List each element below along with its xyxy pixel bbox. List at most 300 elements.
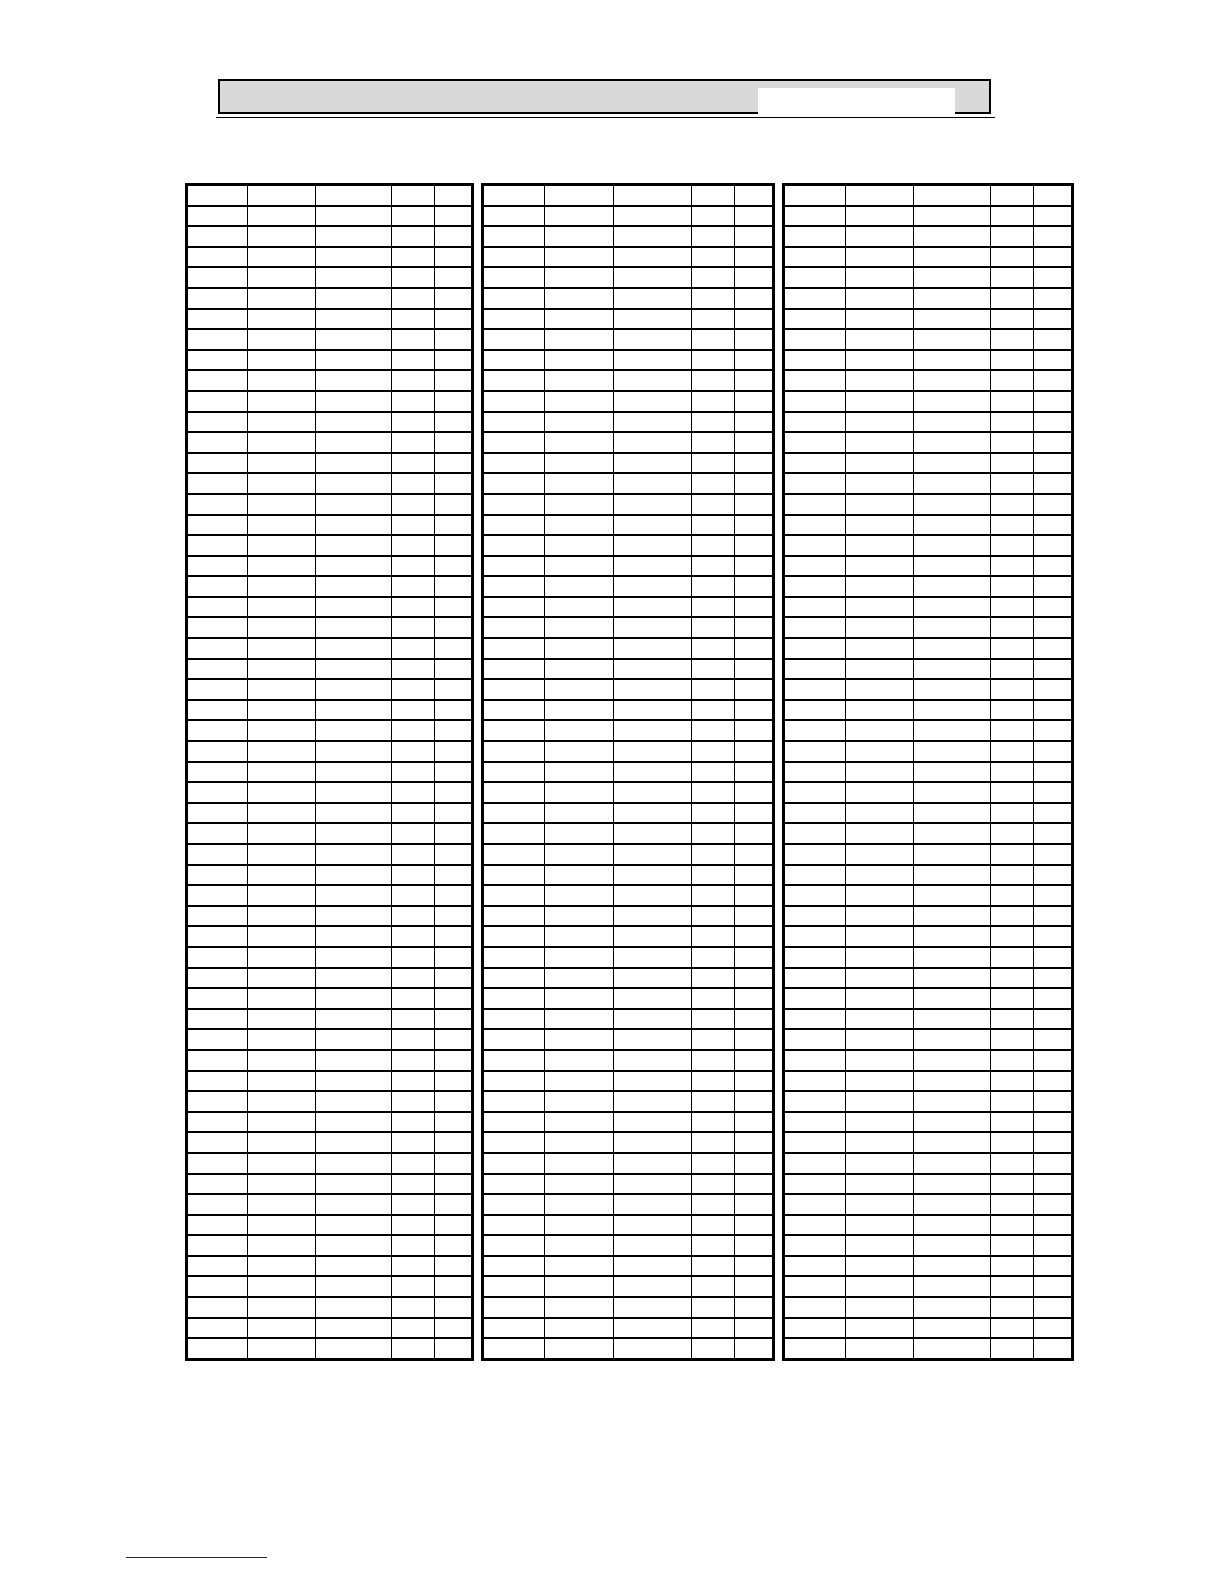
table-cell[interactable] [991,370,1034,391]
table-cell[interactable] [785,186,845,206]
table-cell[interactable] [188,679,247,700]
table-cell[interactable] [914,226,991,247]
table-cell[interactable] [484,865,544,886]
table-cell[interactable] [785,473,845,494]
table-cell[interactable] [1034,823,1071,844]
table-cell[interactable] [544,947,613,968]
table-cell[interactable] [991,803,1034,824]
table-cell[interactable] [614,762,692,783]
table-cell[interactable] [735,206,772,227]
table-cell[interactable] [845,247,914,268]
table-cell[interactable] [392,865,434,886]
table-cell[interactable] [785,226,845,247]
table-cell[interactable] [914,700,991,721]
table-cell[interactable] [315,1091,391,1112]
table-cell[interactable] [991,741,1034,762]
table-cell[interactable] [845,1029,914,1050]
table-cell[interactable] [484,988,544,1009]
table-cell[interactable] [247,947,315,968]
table-cell[interactable] [914,947,991,968]
table-cell[interactable] [691,494,734,515]
table-cell[interactable] [544,247,613,268]
table-cell[interactable] [544,679,613,700]
table-cell[interactable] [392,515,434,536]
table-cell[interactable] [845,535,914,556]
table-cell[interactable] [484,1132,544,1153]
table-cell[interactable] [392,576,434,597]
table-cell[interactable] [188,1050,247,1071]
table-cell[interactable] [434,473,471,494]
table-cell[interactable] [914,432,991,453]
table-cell[interactable] [392,1009,434,1030]
table-cell[interactable] [434,329,471,350]
table-cell[interactable] [845,885,914,906]
table-cell[interactable] [614,226,692,247]
table-cell[interactable] [544,988,613,1009]
table-cell[interactable] [785,988,845,1009]
table-cell[interactable] [544,1091,613,1112]
table-cell[interactable] [991,1029,1034,1050]
table-cell[interactable] [315,700,391,721]
table-cell[interactable] [484,679,544,700]
table-cell[interactable] [785,926,845,947]
table-cell[interactable] [845,1235,914,1256]
table-cell[interactable] [614,473,692,494]
table-cell[interactable] [845,1112,914,1133]
table-cell[interactable] [991,885,1034,906]
table-cell[interactable] [315,1050,391,1071]
table-cell[interactable] [991,617,1034,638]
table-cell[interactable] [392,926,434,947]
table-cell[interactable] [315,206,391,227]
table-cell[interactable] [484,1071,544,1092]
table-cell[interactable] [188,659,247,680]
table-cell[interactable] [392,1194,434,1215]
table-cell[interactable] [434,1071,471,1092]
table-cell[interactable] [735,782,772,803]
table-cell[interactable] [991,679,1034,700]
table-cell[interactable] [691,823,734,844]
table-cell[interactable] [188,720,247,741]
table-cell[interactable] [484,947,544,968]
table-cell[interactable] [188,617,247,638]
table-cell[interactable] [434,720,471,741]
table-cell[interactable] [785,1256,845,1277]
table-cell[interactable] [247,782,315,803]
table-cell[interactable] [188,823,247,844]
table-cell[interactable] [315,226,391,247]
table-cell[interactable] [188,350,247,371]
table-cell[interactable] [735,576,772,597]
table-cell[interactable] [785,350,845,371]
table-cell[interactable] [614,1091,692,1112]
table-cell[interactable] [188,432,247,453]
table-cell[interactable] [434,453,471,474]
table-cell[interactable] [247,1091,315,1112]
table-cell[interactable] [247,412,315,433]
table-cell[interactable] [691,1318,734,1339]
table-cell[interactable] [1034,494,1071,515]
table-cell[interactable] [315,1338,391,1358]
table-cell[interactable] [991,412,1034,433]
table-cell[interactable] [1034,1050,1071,1071]
table-cell[interactable] [434,226,471,247]
table-cell[interactable] [845,206,914,227]
table-cell[interactable] [484,535,544,556]
table-cell[interactable] [484,473,544,494]
table-cell[interactable] [544,1050,613,1071]
table-cell[interactable] [691,1297,734,1318]
table-cell[interactable] [315,186,391,206]
table-cell[interactable] [392,556,434,577]
table-cell[interactable] [1034,1091,1071,1112]
table-cell[interactable] [845,288,914,309]
table-cell[interactable] [735,1009,772,1030]
table-cell[interactable] [544,226,613,247]
table-cell[interactable] [785,1132,845,1153]
table-cell[interactable] [691,1050,734,1071]
table-cell[interactable] [991,638,1034,659]
table-cell[interactable] [785,844,845,865]
table-cell[interactable] [188,576,247,597]
table-cell[interactable] [544,329,613,350]
table-cell[interactable] [315,865,391,886]
table-cell[interactable] [315,1112,391,1133]
table-cell[interactable] [735,1235,772,1256]
table-cell[interactable] [434,556,471,577]
table-cell[interactable] [614,803,692,824]
table-cell[interactable] [785,432,845,453]
table-cell[interactable] [544,206,613,227]
table-cell[interactable] [434,1091,471,1112]
table-cell[interactable] [392,206,434,227]
table-cell[interactable] [914,782,991,803]
table-cell[interactable] [845,782,914,803]
table-cell[interactable] [315,906,391,927]
table-cell[interactable] [247,679,315,700]
table-cell[interactable] [247,720,315,741]
table-cell[interactable] [785,370,845,391]
table-cell[interactable] [845,391,914,412]
table-cell[interactable] [914,968,991,989]
table-cell[interactable] [484,226,544,247]
table-cell[interactable] [392,267,434,288]
table-cell[interactable] [392,186,434,206]
table-cell[interactable] [914,1174,991,1195]
table-cell[interactable] [315,926,391,947]
table-cell[interactable] [914,659,991,680]
table-cell[interactable] [434,391,471,412]
table-cell[interactable] [991,1091,1034,1112]
table-cell[interactable] [914,267,991,288]
table-cell[interactable] [544,515,613,536]
table-cell[interactable] [845,309,914,330]
table-cell[interactable] [691,1174,734,1195]
table-cell[interactable] [544,617,613,638]
table-cell[interactable] [544,432,613,453]
table-cell[interactable] [691,535,734,556]
table-cell[interactable] [614,720,692,741]
table-cell[interactable] [1034,741,1071,762]
table-cell[interactable] [315,1318,391,1339]
table-cell[interactable] [691,1132,734,1153]
table-cell[interactable] [614,926,692,947]
table-cell[interactable] [544,762,613,783]
table-cell[interactable] [914,350,991,371]
table-cell[interactable] [691,803,734,824]
table-cell[interactable] [392,1112,434,1133]
table-cell[interactable] [544,1318,613,1339]
table-cell[interactable] [392,906,434,927]
table-cell[interactable] [1034,535,1071,556]
table-cell[interactable] [914,679,991,700]
table-cell[interactable] [735,865,772,886]
table-cell[interactable] [188,968,247,989]
table-cell[interactable] [614,1174,692,1195]
table-cell[interactable] [315,741,391,762]
table-cell[interactable] [845,1297,914,1318]
table-cell[interactable] [991,1276,1034,1297]
table-cell[interactable] [434,700,471,721]
table-cell[interactable] [247,1029,315,1050]
table-cell[interactable] [315,309,391,330]
table-cell[interactable] [392,659,434,680]
table-cell[interactable] [845,226,914,247]
table-cell[interactable] [845,453,914,474]
table-cell[interactable] [434,206,471,227]
table-cell[interactable] [247,1297,315,1318]
table-cell[interactable] [691,1256,734,1277]
table-cell[interactable] [484,1153,544,1174]
table-cell[interactable] [188,494,247,515]
table-cell[interactable] [315,947,391,968]
table-cell[interactable] [392,885,434,906]
table-cell[interactable] [691,226,734,247]
table-cell[interactable] [691,556,734,577]
table-cell[interactable] [434,988,471,1009]
table-cell[interactable] [247,535,315,556]
table-cell[interactable] [785,1338,845,1358]
table-cell[interactable] [914,1256,991,1277]
table-cell[interactable] [484,1276,544,1297]
table-cell[interactable] [914,720,991,741]
table-cell[interactable] [614,1256,692,1277]
table-cell[interactable] [914,370,991,391]
table-cell[interactable] [392,473,434,494]
table-cell[interactable] [691,1235,734,1256]
table-cell[interactable] [914,1318,991,1339]
table-cell[interactable] [914,206,991,227]
table-cell[interactable] [691,1071,734,1092]
table-cell[interactable] [434,659,471,680]
table-cell[interactable] [991,1256,1034,1277]
table-cell[interactable] [247,885,315,906]
table-cell[interactable] [691,247,734,268]
table-cell[interactable] [392,1091,434,1112]
table-cell[interactable] [1034,515,1071,536]
table-cell[interactable] [914,1071,991,1092]
table-cell[interactable] [544,803,613,824]
table-cell[interactable] [484,1174,544,1195]
table-cell[interactable] [691,1153,734,1174]
table-cell[interactable] [1034,473,1071,494]
table-cell[interactable] [914,1194,991,1215]
table-cell[interactable] [914,1276,991,1297]
table-cell[interactable] [188,1276,247,1297]
table-cell[interactable] [914,309,991,330]
table-cell[interactable] [544,1009,613,1030]
table-cell[interactable] [247,1174,315,1195]
table-cell[interactable] [914,1235,991,1256]
table-cell[interactable] [914,329,991,350]
table-cell[interactable] [544,1276,613,1297]
table-cell[interactable] [484,1256,544,1277]
table-cell[interactable] [735,1091,772,1112]
table-cell[interactable] [484,453,544,474]
table-cell[interactable] [1034,1215,1071,1236]
table-cell[interactable] [914,535,991,556]
table-cell[interactable] [735,885,772,906]
table-cell[interactable] [544,535,613,556]
table-cell[interactable] [735,823,772,844]
table-cell[interactable] [735,186,772,206]
table-cell[interactable] [991,1132,1034,1153]
table-cell[interactable] [735,617,772,638]
table-cell[interactable] [434,638,471,659]
table-cell[interactable] [735,1132,772,1153]
table-cell[interactable] [991,309,1034,330]
table-cell[interactable] [991,762,1034,783]
table-cell[interactable] [315,453,391,474]
table-cell[interactable] [914,741,991,762]
table-cell[interactable] [434,267,471,288]
table-cell[interactable] [914,803,991,824]
table-cell[interactable] [434,926,471,947]
table-cell[interactable] [315,638,391,659]
table-cell[interactable] [188,1338,247,1358]
table-cell[interactable] [315,515,391,536]
table-cell[interactable] [434,1235,471,1256]
table-cell[interactable] [434,350,471,371]
table-cell[interactable] [544,782,613,803]
table-cell[interactable] [735,432,772,453]
table-cell[interactable] [484,1318,544,1339]
table-cell[interactable] [392,1071,434,1092]
table-cell[interactable] [544,309,613,330]
table-cell[interactable] [785,391,845,412]
table-cell[interactable] [691,412,734,433]
table-cell[interactable] [484,1235,544,1256]
table-cell[interactable] [691,1009,734,1030]
table-cell[interactable] [484,1215,544,1236]
table-cell[interactable] [1034,1009,1071,1030]
table-cell[interactable] [991,1174,1034,1195]
table-cell[interactable] [1034,329,1071,350]
table-cell[interactable] [614,247,692,268]
table-cell[interactable] [914,412,991,433]
table-cell[interactable] [484,267,544,288]
table-cell[interactable] [434,309,471,330]
table-cell[interactable] [785,617,845,638]
table-cell[interactable] [691,267,734,288]
table-cell[interactable] [247,762,315,783]
table-cell[interactable] [845,267,914,288]
table-cell[interactable] [845,329,914,350]
table-cell[interactable] [392,823,434,844]
table-cell[interactable] [914,391,991,412]
table-cell[interactable] [392,988,434,1009]
table-cell[interactable] [845,186,914,206]
table-cell[interactable] [614,1215,692,1236]
table-cell[interactable] [188,1174,247,1195]
table-cell[interactable] [434,947,471,968]
table-cell[interactable] [434,762,471,783]
table-cell[interactable] [991,1071,1034,1092]
table-cell[interactable] [614,988,692,1009]
table-cell[interactable] [434,576,471,597]
table-cell[interactable] [991,226,1034,247]
table-cell[interactable] [392,453,434,474]
table-cell[interactable] [1034,1174,1071,1195]
table-cell[interactable] [315,288,391,309]
table-cell[interactable] [691,762,734,783]
table-cell[interactable] [735,947,772,968]
table-cell[interactable] [735,1194,772,1215]
table-cell[interactable] [991,700,1034,721]
table-cell[interactable] [914,1050,991,1071]
table-cell[interactable] [392,679,434,700]
table-cell[interactable] [315,473,391,494]
table-cell[interactable] [845,679,914,700]
table-cell[interactable] [434,1009,471,1030]
table-cell[interactable] [785,206,845,227]
table-cell[interactable] [735,720,772,741]
table-cell[interactable] [914,638,991,659]
table-cell[interactable] [845,556,914,577]
table-cell[interactable] [1034,226,1071,247]
table-cell[interactable] [785,309,845,330]
table-cell[interactable] [484,494,544,515]
table-cell[interactable] [315,617,391,638]
table-cell[interactable] [544,391,613,412]
table-cell[interactable] [785,762,845,783]
table-cell[interactable] [1034,762,1071,783]
table-cell[interactable] [247,1153,315,1174]
table-cell[interactable] [785,247,845,268]
table-cell[interactable] [845,494,914,515]
table-cell[interactable] [188,1009,247,1030]
table-cell[interactable] [785,1009,845,1030]
table-cell[interactable] [188,597,247,618]
table-cell[interactable] [735,1338,772,1358]
table-cell[interactable] [914,844,991,865]
table-cell[interactable] [785,453,845,474]
table-cell[interactable] [1034,247,1071,268]
table-cell[interactable] [188,1215,247,1236]
table-cell[interactable] [614,432,692,453]
table-cell[interactable] [247,597,315,618]
table-cell[interactable] [1034,370,1071,391]
table-cell[interactable] [845,1256,914,1277]
table-cell[interactable] [845,1009,914,1030]
table-cell[interactable] [544,597,613,618]
table-cell[interactable] [1034,803,1071,824]
table-cell[interactable] [315,494,391,515]
table-cell[interactable] [735,679,772,700]
table-cell[interactable] [315,762,391,783]
table-cell[interactable] [434,844,471,865]
table-cell[interactable] [914,823,991,844]
